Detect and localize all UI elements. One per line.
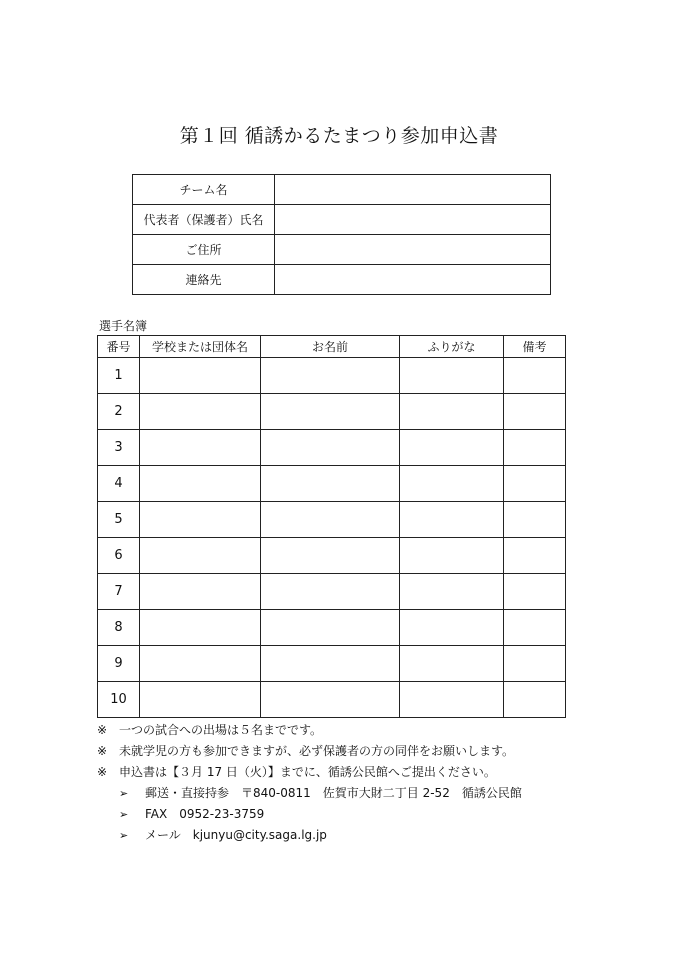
remarks-cell[interactable] — [504, 394, 566, 430]
name-cell[interactable] — [261, 394, 400, 430]
table-row — [98, 574, 566, 610]
furigana-cell[interactable] — [400, 646, 504, 682]
name-cell[interactable] — [261, 682, 400, 718]
row-number: 7 — [98, 574, 140, 610]
remarks-cell[interactable] — [504, 430, 566, 466]
table-row — [133, 205, 551, 235]
table-row — [98, 358, 566, 394]
table-row — [98, 394, 566, 430]
table-row — [98, 538, 566, 574]
arrow-bullet-icon: ➢ — [119, 787, 129, 800]
remarks-cell[interactable] — [504, 682, 566, 718]
arrow-bullet-icon: ➢ — [119, 808, 129, 821]
furigana-cell[interactable] — [400, 394, 504, 430]
roster-section-label: 選手名簿 — [99, 319, 148, 333]
row-number: 5 — [98, 502, 140, 538]
name-cell[interactable] — [261, 466, 400, 502]
fax-text: FAX 0952-23-3759 — [145, 807, 265, 821]
furigana-cell[interactable] — [400, 358, 504, 394]
school-cell[interactable] — [140, 538, 261, 574]
column-header-name: お名前 — [261, 336, 400, 358]
furigana-cell[interactable] — [400, 682, 504, 718]
table-row — [98, 682, 566, 718]
table-row — [98, 466, 566, 502]
name-cell[interactable] — [261, 358, 400, 394]
remarks-cell[interactable] — [504, 538, 566, 574]
school-cell[interactable] — [140, 610, 261, 646]
note-text: 申込書は【３月 17 日（火）】までに、循誘公民館へご提出ください。 — [119, 765, 496, 779]
notes-section — [97, 720, 522, 846]
roster-header-row — [98, 336, 566, 358]
column-header-remarks: 備考 — [504, 336, 566, 358]
player-roster-table — [97, 335, 566, 718]
remarks-cell[interactable] — [504, 466, 566, 502]
school-cell[interactable] — [140, 466, 261, 502]
furigana-cell[interactable] — [400, 574, 504, 610]
name-cell[interactable] — [261, 574, 400, 610]
remarks-cell[interactable] — [504, 610, 566, 646]
note-item — [97, 762, 522, 783]
email-text: メール kjunyu@city.saga.lg.jp — [145, 828, 327, 842]
furigana-cell[interactable] — [400, 538, 504, 574]
note-text: 一つの試合への出場は５名までです。 — [119, 723, 323, 737]
school-cell[interactable] — [140, 430, 261, 466]
name-cell[interactable] — [261, 502, 400, 538]
contact-label: 連絡先 — [133, 265, 275, 295]
submission-method-item — [97, 783, 522, 804]
row-number: 8 — [98, 610, 140, 646]
row-number: 3 — [98, 430, 140, 466]
row-number: 10 — [98, 682, 140, 718]
table-row — [98, 502, 566, 538]
name-cell[interactable] — [261, 610, 400, 646]
table-row — [98, 610, 566, 646]
remarks-cell[interactable] — [504, 574, 566, 610]
reference-mark-icon: ※ — [97, 744, 108, 758]
row-number: 2 — [98, 394, 140, 430]
name-cell[interactable] — [261, 646, 400, 682]
name-cell[interactable] — [261, 538, 400, 574]
furigana-cell[interactable] — [400, 466, 504, 502]
remarks-cell[interactable] — [504, 646, 566, 682]
table-row — [98, 646, 566, 682]
furigana-cell[interactable] — [400, 502, 504, 538]
reference-mark-icon: ※ — [97, 723, 108, 737]
reference-mark-icon: ※ — [97, 765, 108, 779]
name-cell[interactable] — [261, 430, 400, 466]
row-number: 6 — [98, 538, 140, 574]
school-cell[interactable] — [140, 682, 261, 718]
address-label: ご住所 — [133, 235, 275, 265]
row-number: 4 — [98, 466, 140, 502]
representative-name-field[interactable] — [275, 205, 551, 235]
table-row — [133, 265, 551, 295]
mail-delivery-text: 郵送・直接持参 〒840-0811 佐賀市大財二丁目 2-52 循誘公民館 — [145, 786, 522, 800]
note-text: 未就学児の方も参加できますが、必ず保護者の方の同伴をお願いします。 — [119, 744, 515, 758]
school-cell[interactable] — [140, 574, 261, 610]
contact-field[interactable] — [275, 265, 551, 295]
table-row — [98, 430, 566, 466]
submission-method-item — [97, 825, 522, 846]
column-header-school: 学校または団体名 — [140, 336, 261, 358]
school-cell[interactable] — [140, 502, 261, 538]
school-cell[interactable] — [140, 394, 261, 430]
team-name-field[interactable] — [275, 175, 551, 205]
furigana-cell[interactable] — [400, 610, 504, 646]
school-cell[interactable] — [140, 646, 261, 682]
arrow-bullet-icon: ➢ — [119, 829, 129, 842]
note-item — [97, 741, 522, 762]
remarks-cell[interactable] — [504, 502, 566, 538]
representative-name-label: 代表者（保護者）氏名 — [133, 205, 275, 235]
school-cell[interactable] — [140, 358, 261, 394]
table-row — [133, 235, 551, 265]
column-header-furigana: ふりがな — [400, 336, 504, 358]
page-title: 第１回 循誘かるたまつり参加申込書 — [179, 125, 499, 147]
furigana-cell[interactable] — [400, 430, 504, 466]
submission-method-item — [97, 804, 522, 825]
column-header-number: 番号 — [98, 336, 140, 358]
table-row — [133, 175, 551, 205]
row-number: 9 — [98, 646, 140, 682]
row-number: 1 — [98, 358, 140, 394]
address-field[interactable] — [275, 235, 551, 265]
note-item — [97, 720, 522, 741]
team-name-label: チーム名 — [133, 175, 275, 205]
applicant-info-table — [132, 174, 551, 295]
remarks-cell[interactable] — [504, 358, 566, 394]
